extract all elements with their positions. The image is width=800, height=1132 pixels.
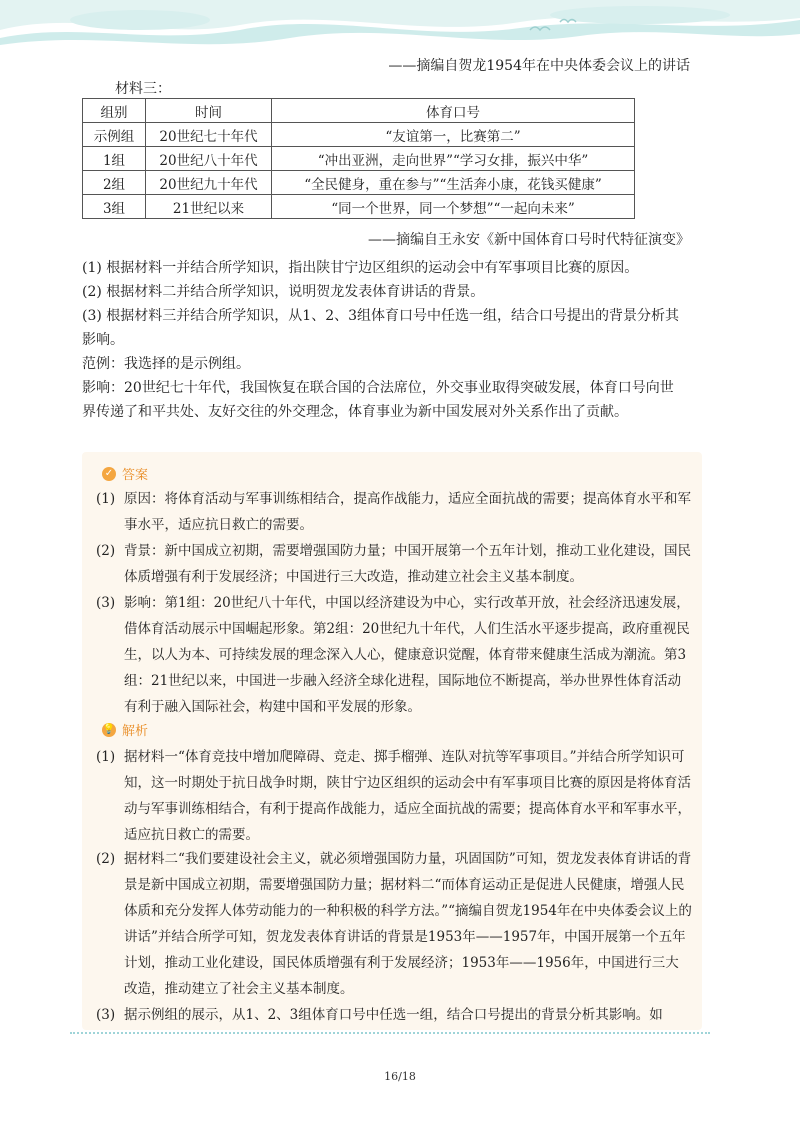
lightbulb-icon: 💡 [102,724,116,735]
impact-line2: 界传递了和平共处、友好交往的外交理念，体育事业为新中国发展对外关系作出了贡献。 [82,404,628,420]
answer-item-text: 影响：第1组：20世纪八十年代，中国以经济建设为中心，实行改革开放，社会经济迅速发展，借体育活动展示中国崛起形象。第2组：20世纪九十年代，人们生活水平逐步提高，政府重视民生，以人为本、可持续发展的理念深入人心，健康意识觉醒，体育带来健康生活成为潮流。第3组：21世纪以来，中国进一步融入经济全球化进程，国际地位不断提高，举办世界性体育活动有利于融入国际社会，构建中国和平发展的形象。 [124,595,690,715]
table-cell: 20世纪九十年代 [146,171,272,195]
material3-source: ——摘编自王永安《新中国体育口号时代特征演变》 [368,232,690,248]
analysis-item-number: (1) [96,749,116,765]
impact-line1: 影响：20世纪七十年代，我国恢复在联合国的合法席位，外交事业取得突破发展，体育口号向世 [82,380,674,396]
table-cell: 示例组 [83,123,146,147]
table-row [83,147,635,171]
analysis-tag [102,720,148,739]
page-number: 16/18 [384,1070,416,1083]
answer-item-number: (2) [96,543,116,559]
answer-item-text: 原因：将体育活动与军事训练相结合，提高作战能力，适应全面抗战的需要；提高体育水平和军事水平，适应抗日救亡的需要。 [124,491,691,533]
header-slogan: 体育口号 [272,99,635,123]
analysis-item-number: (2) [96,851,116,867]
question-1: (1) 根据材料一并结合所学知识，指出陕甘宁边区组织的运动会中有军事项目比赛的原因。 [82,260,639,276]
example-line: 范例：我选择的是示例组。 [82,356,250,372]
table-cell: 21世纪以来 [146,195,272,219]
answer-item-text: 背景：新中国成立初期，需要增强国防力量；中国开展第一个五年计划，推动工业化建设，国民体质增强有利于发展经济；中国进行三大改造，推动建立社会主义基本制度。 [124,543,691,585]
answer-item-2 [96,538,692,590]
table-row [83,171,635,195]
table-cell: 20世纪八十年代 [146,147,272,171]
material3-label: 材料三： [115,81,171,97]
question-3-line2: 影响。 [82,332,124,348]
answer-tag-label: 答案 [122,468,149,483]
table-cell: “友谊第一，比赛第二” [272,123,635,147]
analysis-item-text: 据示例组的展示，从1、2、3组体育口号中任选一组，结合口号提出的背景分析其影响。如 [124,1007,663,1023]
table-cell: 1组 [83,147,146,171]
answer-item-number: (3) [96,595,116,611]
analysis-item-1 [96,744,692,848]
answer-item-number: (1) [96,491,116,507]
table-cell: “全民健身，重在参与”“生活奔小康，花钱买健康” [272,171,635,195]
answer-tag [102,464,148,483]
answer-item-3 [96,590,692,720]
header-group: 组别 [83,99,146,123]
analysis-item-3 [96,1002,692,1028]
footer-divider [70,1032,710,1034]
analysis-tag-label: 解析 [122,724,149,739]
table-cell: “同一个世界，同一个梦想”“一起向未来” [272,195,635,219]
table-row [83,123,635,147]
header-time: 时间 [146,99,272,123]
analysis-item-2 [96,846,692,1002]
question-block [82,257,702,423]
table-row [83,195,635,219]
material2-source: ——摘编自贺龙1954年在中央体委会议上的讲话 [388,58,690,74]
table-cell: “冲出亚洲，走向世界”“学习女排，振兴中华” [272,147,635,171]
table-header-row [83,99,635,123]
question-3-line1: (3) 根据材料三并结合所学知识，从1、2、3组体育口号中任选一组，结合口号提出的背景分析其 [82,308,680,324]
answer-analysis-panel [82,452,702,1030]
analysis-item-text: 据材料二“我们要建设社会主义，就必须增强国防力量，巩固国防”可知，贺龙发表体育讲话的背景是新中国成立初期，需要增强国防力量；据材料二“而体育运动正是促进人民健康，增强人民体质和充分发挥人体劳动能力的一种积极的科学方法。”“摘编自贺龙1954年在中央体委会议上的讲话”并结合所学可知，贺龙发表体育讲话的背景是1953年——1957年，中国开展第一个五年计划，推动工业化建设，国民体质增强有利于发展经济；1953年——1956年，中国进行三大改造，推动建立了社会主义基本制度。 [124,851,692,997]
table-cell: 2组 [83,171,146,195]
question-2: (2) 根据材料二并结合所学知识，说明贺龙发表体育讲话的背景。 [82,284,485,300]
slogan-table [82,98,635,219]
table-cell: 20世纪七十年代 [146,123,272,147]
analysis-item-number: (3) [96,1007,116,1023]
check-icon: ✓ [102,467,116,481]
answer-item-1 [96,486,692,538]
table-cell: 3组 [83,195,146,219]
analysis-item-text: 据材料一“体育竞技中增加爬障碍、竞走、掷手榴弹、连队对抗等军事项目。”并结合所学知识可知，这一时期处于抗日战争时期，陕甘宁边区组织的运动会中有军事项目比赛的原因是将体育活动与军事训练相结合，有利于提高作战能力，适应全面抗战的需要；提高体育水平和军事水平，适应抗日救亡的需要。 [124,749,691,843]
